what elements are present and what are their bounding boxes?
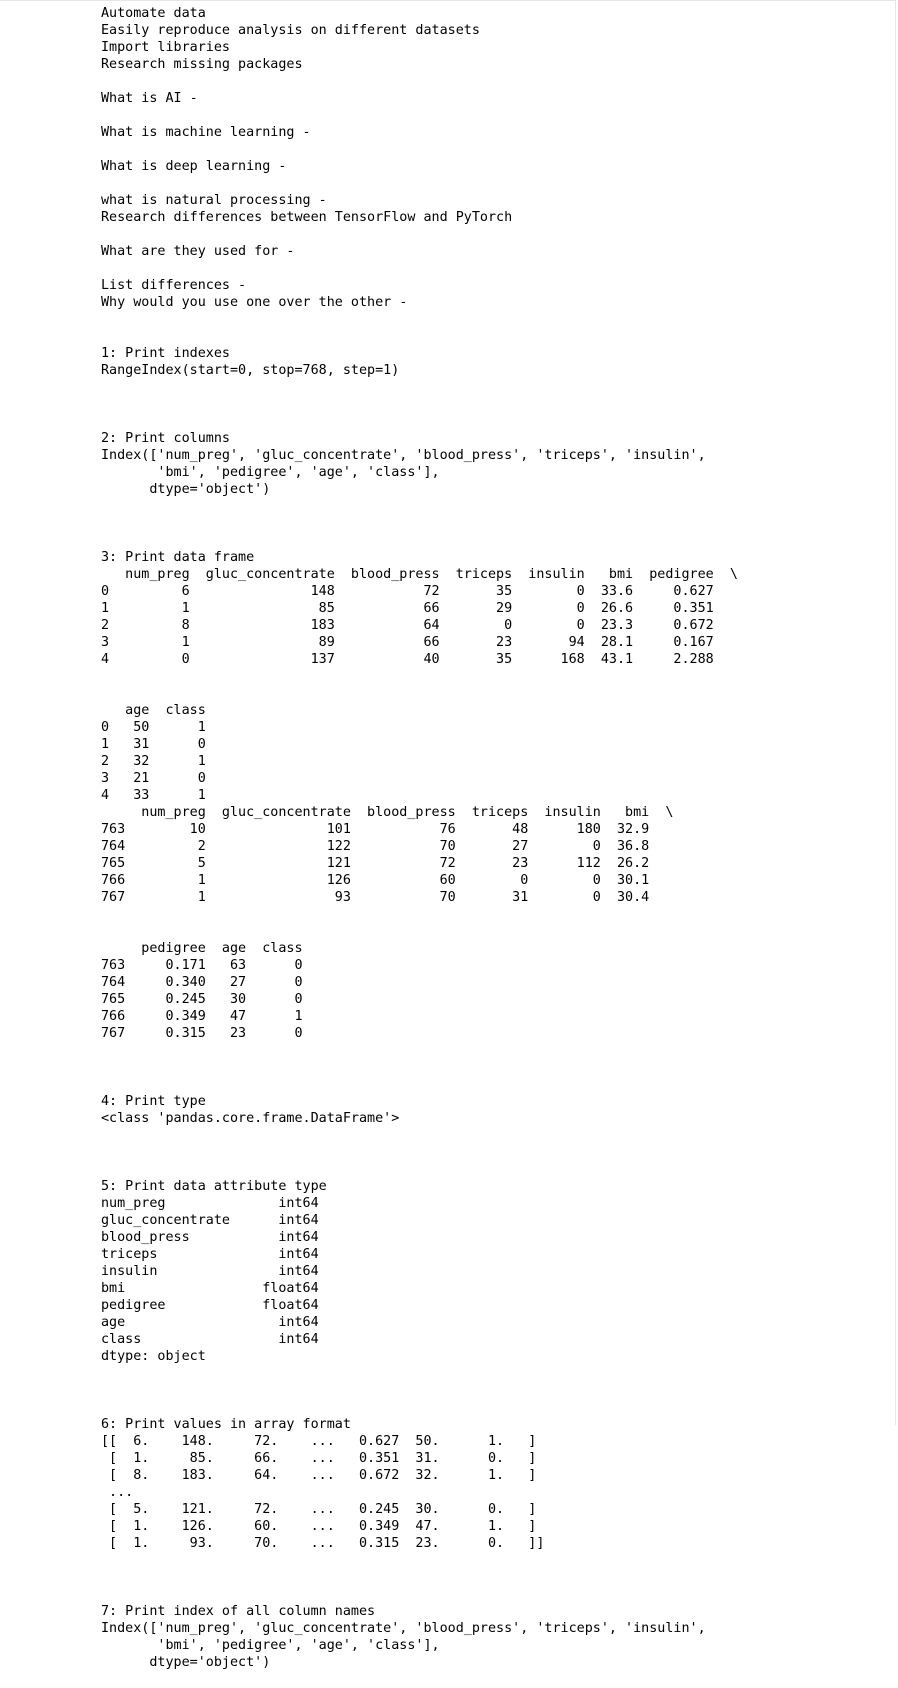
output-line: 766 0.349 47 1 (101, 1009, 319, 1024)
output-line (101, 685, 738, 702)
print-column-index-section (101, 1603, 738, 1671)
output-line (101, 1059, 738, 1076)
print-data-frame-section (101, 549, 738, 1076)
output-line: dtype: object (101, 1349, 206, 1364)
output-line: 763 10 101 76 48 180 32.9 (101, 822, 674, 837)
output-line: 7: Print index of all column names (101, 1604, 376, 1619)
output-line: what is natural processing - (101, 193, 327, 208)
output-line: [ 5. 121. 72. ... 0.245 30. 0. ] (101, 1502, 537, 1517)
output-line: 1: Print indexes (101, 346, 230, 361)
output-line (101, 1365, 738, 1382)
output-line (101, 515, 738, 532)
output-line: [[ 6. 148. 72. ... 0.627 50. 1. ] (101, 1434, 537, 1449)
output-line: age class (101, 703, 222, 718)
output-line: List differences - (101, 278, 247, 293)
output-line: 3 21 0 (101, 771, 222, 786)
output-line: num_preg gluc_concentrate blood_press triceps insulin bmi pedigree \ (101, 567, 738, 582)
output-line: 0 6 148 72 35 0 33.6 0.627 (101, 584, 738, 599)
output-line (101, 107, 738, 124)
output-line: num_preg gluc_concentrate blood_press triceps insulin bmi \ (101, 805, 674, 820)
output-line (101, 1552, 738, 1569)
output-line: 0 50 1 (101, 720, 222, 735)
output-line: What are they used for - (101, 244, 295, 259)
output-line (101, 668, 738, 685)
output-line: pedigree age class (101, 941, 319, 956)
output-line: num_preg int64 (101, 1196, 319, 1211)
output-line (101, 1569, 738, 1586)
output-line (101, 1144, 738, 1161)
output-line: 765 0.245 30 0 (101, 992, 319, 1007)
output-line: What is AI - (101, 91, 198, 106)
print-values-array-section (101, 1416, 738, 1586)
output-line: 4: Print type (101, 1094, 206, 1109)
print-columns-section (101, 430, 738, 532)
output-line: 1 1 85 66 29 0 26.6 0.351 (101, 601, 738, 616)
output-line (101, 226, 738, 243)
output-line (101, 906, 738, 923)
output-line: triceps int64 (101, 1247, 319, 1262)
output-line: 763 0.171 63 0 (101, 958, 319, 973)
output-line: 1 31 0 (101, 737, 222, 752)
output-line: Why would you use one over the other - (101, 295, 408, 310)
output-line: 4 0 137 40 35 168 43.1 2.288 (101, 652, 738, 667)
output-line (101, 923, 738, 940)
output-line: 6: Print values in array format (101, 1417, 351, 1432)
output-line: ... (101, 1485, 134, 1500)
output-line: 2: Print columns (101, 431, 230, 446)
output-line: dtype='object') (101, 1655, 271, 1670)
output-line: pedigree float64 (101, 1298, 319, 1313)
output-line: 5: Print data attribute type (101, 1179, 327, 1194)
output-line: 3: Print data frame (101, 550, 255, 565)
print-dtypes-section (101, 1178, 738, 1399)
output-line: bmi float64 (101, 1281, 319, 1296)
output-line (101, 141, 738, 158)
output-line: Easily reproduce analysis on different datasets (101, 23, 480, 38)
output-line: Index(['num_preg', 'gluc_concentrate', 'blood_press', 'triceps', 'insulin', (101, 448, 706, 463)
output-line: 764 2 122 70 27 0 36.8 (101, 839, 674, 854)
output-line: 2 8 183 64 0 0 23.3 0.672 (101, 618, 738, 633)
output-line: 764 0.340 27 0 (101, 975, 319, 990)
output-line: What is machine learning - (101, 125, 311, 140)
output-line: blood_press int64 (101, 1230, 319, 1245)
output-line: Automate data (101, 6, 206, 21)
notes-section (101, 5, 738, 328)
output-line: 4 33 1 (101, 788, 222, 803)
output-line: RangeIndex(start=0, stop=768, step=1) (101, 363, 400, 378)
output-line (101, 311, 738, 328)
output-line: insulin int64 (101, 1264, 319, 1279)
output-line: Research differences between TensorFlow and PyTorch (101, 210, 513, 225)
output-line: class int64 (101, 1332, 319, 1347)
output-line (101, 175, 738, 192)
output-line (101, 1042, 738, 1059)
output-line: [ 1. 93. 70. ... 0.315 23. 0. ]] (101, 1536, 545, 1551)
output-line: 767 1 93 70 31 0 30.4 (101, 890, 674, 905)
output-line (101, 73, 738, 90)
output-line: dtype='object') (101, 482, 271, 497)
output-line (101, 1382, 738, 1399)
output-line: [ 8. 183. 64. ... 0.672 32. 1. ] (101, 1468, 537, 1483)
output-line: [ 1. 85. 66. ... 0.351 31. 0. ] (101, 1451, 537, 1466)
output-line (101, 379, 738, 396)
output-line (101, 498, 738, 515)
output-line (101, 1127, 738, 1144)
output-line: 767 0.315 23 0 (101, 1026, 319, 1041)
output-line (101, 396, 738, 413)
output-line: age int64 (101, 1315, 319, 1330)
output-line: gluc_concentrate int64 (101, 1213, 319, 1228)
output-line: Index(['num_preg', 'gluc_concentrate', 'blood_press', 'triceps', 'insulin', (101, 1621, 706, 1636)
output-line: 'bmi', 'pedigree', 'age', 'class'], (101, 1638, 440, 1653)
output-line: 765 5 121 72 23 112 26.2 (101, 856, 674, 871)
output-line (101, 260, 738, 277)
output-line: What is deep learning - (101, 159, 287, 174)
print-type-section (101, 1093, 738, 1161)
output-line: Import libraries (101, 40, 230, 55)
notebook-output (101, 5, 738, 1688)
output-line: 'bmi', 'pedigree', 'age', 'class'], (101, 465, 440, 480)
output-line: 2 32 1 (101, 754, 222, 769)
print-indexes-section (101, 345, 738, 413)
output-line: Research missing packages (101, 57, 303, 72)
output-line: 766 1 126 60 0 0 30.1 (101, 873, 674, 888)
output-line: <class 'pandas.core.frame.DataFrame'> (101, 1111, 400, 1126)
output-line: 3 1 89 66 23 94 28.1 0.167 (101, 635, 738, 650)
output-line: [ 1. 126. 60. ... 0.349 47. 1. ] (101, 1519, 537, 1534)
